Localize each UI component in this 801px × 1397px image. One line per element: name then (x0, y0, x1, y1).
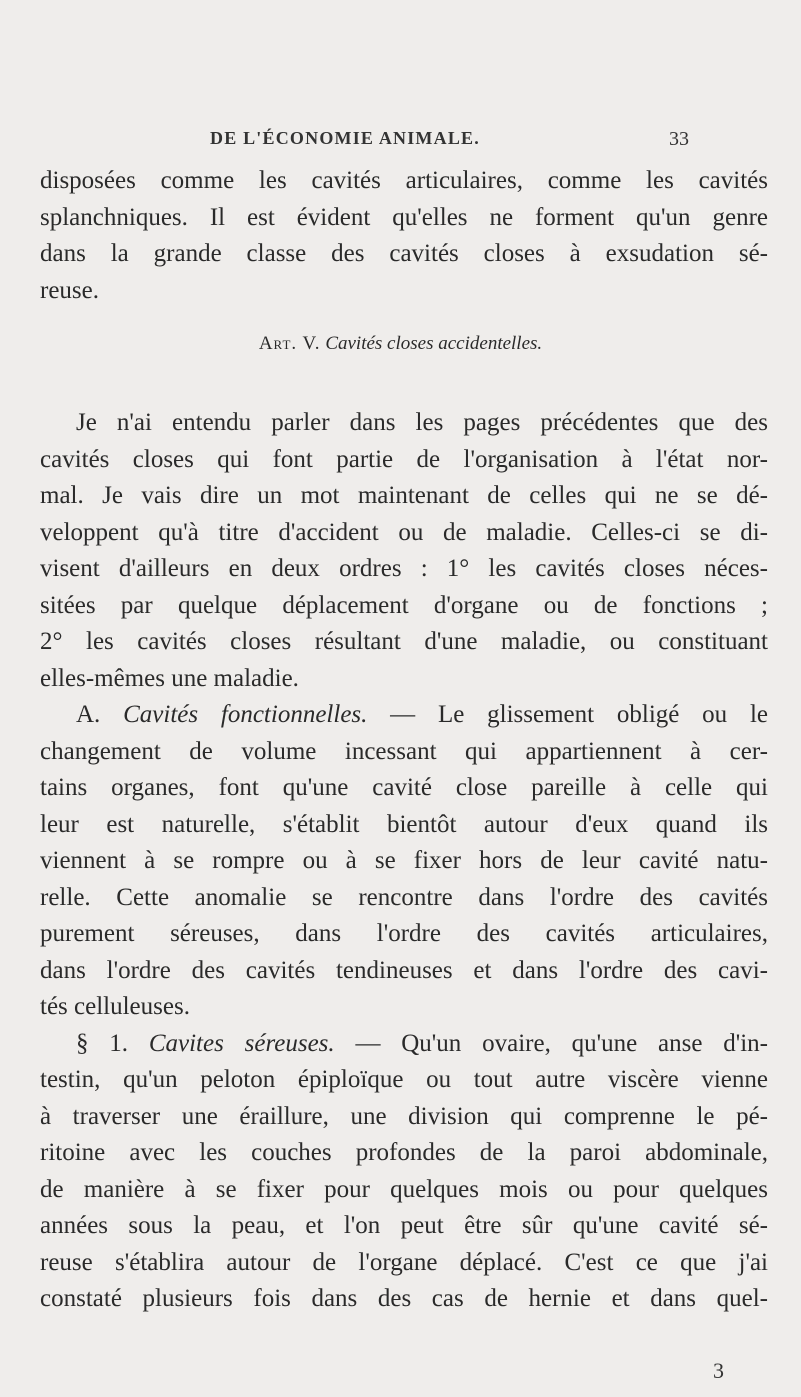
section-a-first-line: — Le glissement obligé ou le (367, 701, 768, 728)
text-line: dans l'ordre des cavités tendineuses et dans l'ordre des cavi- (40, 956, 768, 984)
text-line: Je n'ai entendu parler dans les pages précédentes que des (76, 409, 768, 436)
text-line: leur est naturelle, s'établit bientôt autour d'eux quand ils (40, 810, 768, 838)
section-a-heading-line (40, 697, 768, 734)
text-line: changement de volume incessant qui appartiennent à cer- (40, 737, 768, 765)
running-title: DE L'ÉCONOMIE ANIMALE. (210, 128, 480, 148)
text-line: purement séreuses, dans l'ordre des cavités articulaires, (40, 920, 768, 947)
text-line: constaté plusieurs fois dans des cas de hernie et dans quel- (40, 1285, 768, 1312)
section-1-heading-line (40, 1026, 768, 1063)
paragraph-2 (40, 405, 768, 1318)
text-line: veloppent qu'à titre d'accident ou de maladie. Celles-ci se di- (40, 518, 768, 546)
text-line: cavités closes qui font partie de l'organisation à l'état nor- (40, 445, 768, 473)
section-1-first-line: — Qu'un ovaire, qu'une anse d'in- (334, 1029, 768, 1057)
page-number: 33 (669, 128, 689, 150)
text-line: reuse. (40, 276, 99, 304)
text-line: 2° les cavités closes résultant d'une maladie, ou constituant (40, 628, 768, 655)
article-heading (0, 333, 801, 355)
running-header (0, 128, 801, 158)
text-line: sitées par quelque déplacement d'organe ou de fonctions ; (40, 591, 768, 619)
text-line: elles-mêmes une maladie. (40, 664, 299, 692)
article-label: Art. V. (258, 333, 321, 354)
text-line: tés celluleuses. (40, 993, 190, 1020)
text-line: visent d'ailleurs en deux ordres : 1° les cavités closes néces- (40, 555, 768, 582)
text-line: ritoine avec les couches profondes de la paroi abdominale, (40, 1139, 768, 1166)
section-a-label: A. (76, 701, 101, 728)
text-line: de manière à se fixer pour quelques mois ou pour quelques (40, 1175, 768, 1203)
text-line: tains organes, font qu'une cavité close pareille à celle qui (40, 774, 768, 801)
text-line: années sous la peau, et l'on peut être sûr qu'une cavité sé- (40, 1212, 768, 1239)
text-line: mal. Je vais dire un mot maintenant de celles qui ne se dé- (40, 482, 768, 509)
article-title: Cavités closes accidentelles. (325, 333, 543, 354)
text-line: splanchniques. Il est évident qu'elles ne forment qu'un genre (40, 203, 768, 231)
section-a-title: Cavités fonctionnelles. (123, 701, 368, 728)
text-line: dans la grande classe des cavités closes à exsudation sé- (40, 240, 768, 267)
text-line: disposées comme les cavités articulaires, comme les cavités (40, 167, 768, 194)
section-1-label: § 1. (76, 1029, 129, 1057)
signature-mark: 3 (713, 1358, 724, 1383)
text-line: viennent à se rompre ou à se fixer hors de leur cavité natu- (40, 847, 768, 874)
text-line: reuse s'établira autour de l'organe déplacé. C'est ce que j'ai (40, 1248, 768, 1276)
text-line: relle. Cette anomalie se rencontre dans l'ordre des cavités (40, 883, 768, 911)
text-line: à traverser une éraillure, une division qui comprenne le pé- (40, 1102, 768, 1130)
section-1-title: Cavites séreuses. (148, 1029, 335, 1057)
paragraph-1 (40, 163, 768, 309)
text-line: testin, qu'un peloton épiploïque ou tout autre viscère vienne (40, 1066, 768, 1093)
